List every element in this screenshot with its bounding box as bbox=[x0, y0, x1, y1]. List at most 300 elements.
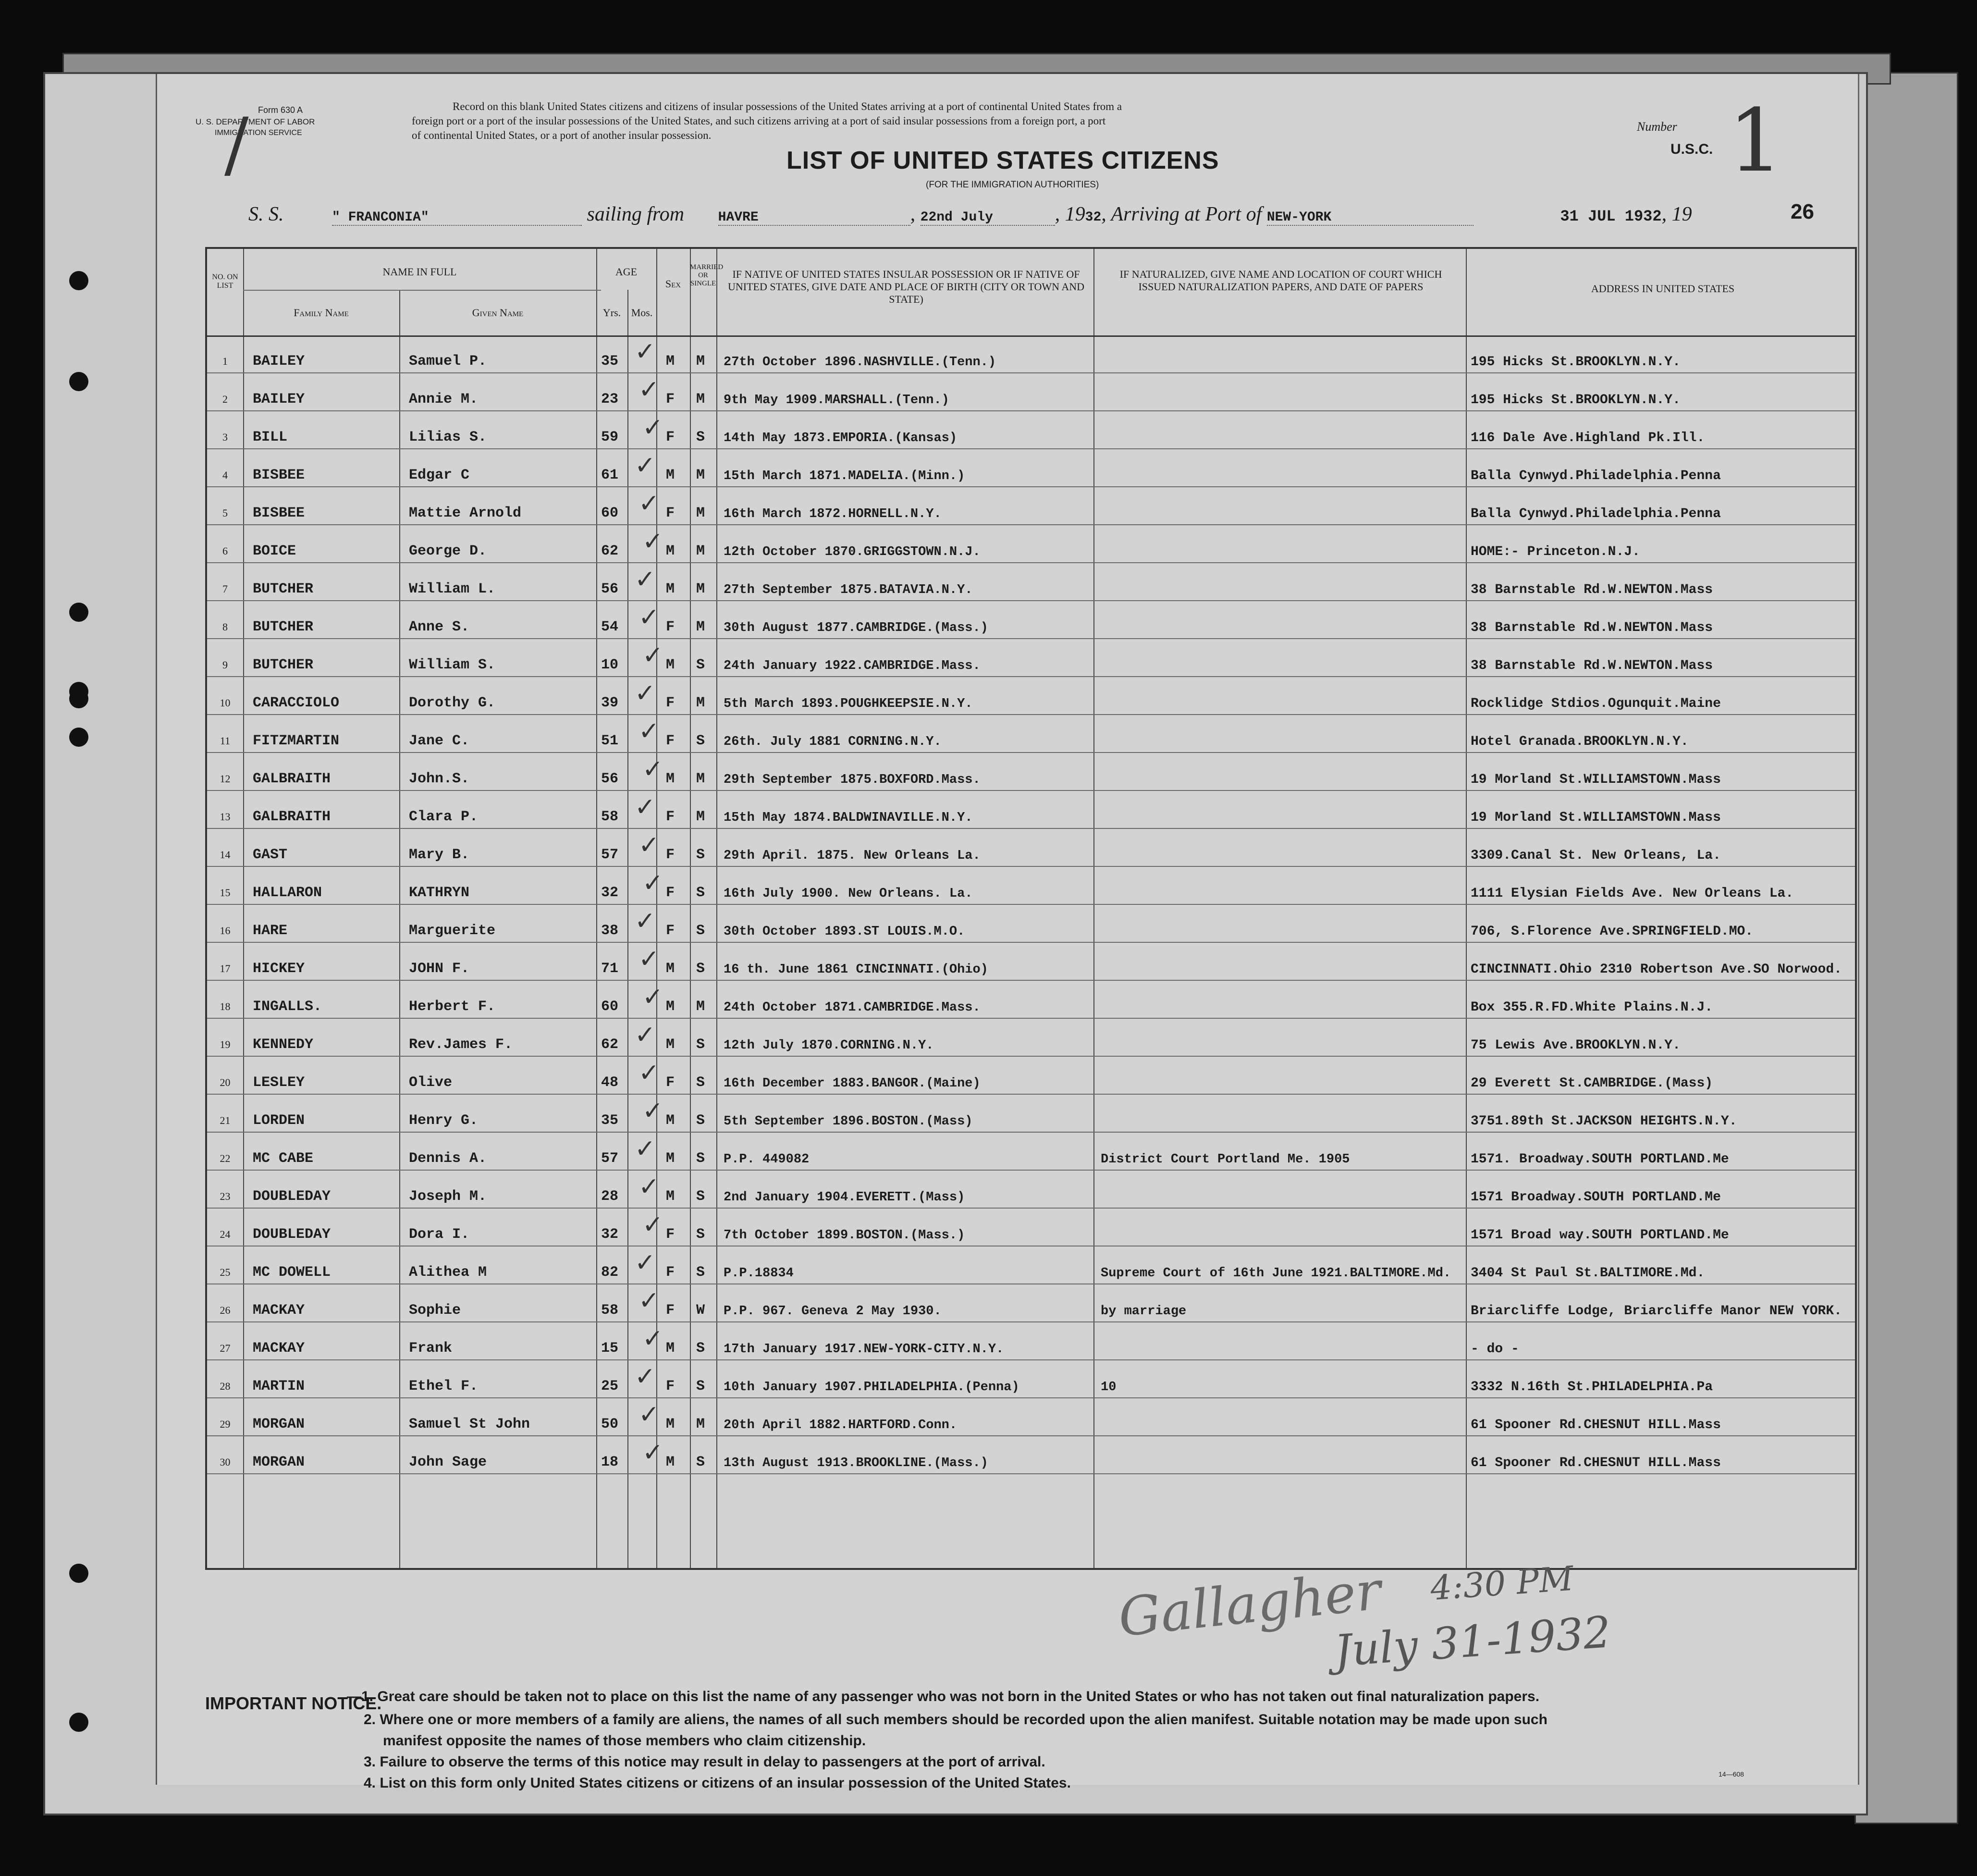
cell-age: 23 bbox=[601, 391, 619, 407]
cell-sex: F bbox=[666, 1302, 675, 1319]
number-value: 1 bbox=[1728, 91, 1783, 191]
cell-family-name: MACKAY bbox=[253, 1340, 305, 1357]
cell-family-name: FITZMARTIN bbox=[253, 733, 340, 749]
cell-family-name: HICKEY bbox=[253, 961, 305, 977]
cell-marital-status: M bbox=[696, 619, 705, 635]
header-married-single: MARRIED OR SINGLE bbox=[690, 263, 724, 287]
check-mark-icon: ✓ bbox=[639, 1172, 660, 1201]
department: U. S. DEPARTMENT OF LABOR bbox=[196, 117, 315, 126]
check-mark-icon: ✓ bbox=[635, 907, 656, 936]
check-mark-icon: ✓ bbox=[642, 527, 663, 556]
cell-age: 39 bbox=[601, 695, 619, 711]
check-mark-icon: ✓ bbox=[642, 1210, 663, 1239]
cell-given-name: Dennis A. bbox=[409, 1150, 487, 1167]
cell-marital-status: M bbox=[696, 391, 705, 407]
cell-birth: 24th October 1871.CAMBRIDGE.Mass. bbox=[724, 1000, 981, 1015]
cell-naturalized: 10 bbox=[1101, 1380, 1117, 1395]
check-mark-icon: ✓ bbox=[642, 869, 663, 898]
notice-heading: IMPORTANT NOTICE. bbox=[205, 1693, 382, 1713]
cell-address: 1111 Elysian Fields Ave. New Orleans La. bbox=[1471, 886, 1794, 901]
cell-address: 29 Everett St.CAMBRIDGE.(Mass) bbox=[1471, 1076, 1713, 1091]
table-row bbox=[207, 373, 1855, 411]
header-naturalized: IF NATURALIZED, GIVE NAME AND LOCATION OF COURT WHICH ISSUED NATURALIZATION PAPERS, AND DATE OF PAPERS bbox=[1119, 268, 1442, 293]
ss-label: S. S. bbox=[248, 203, 284, 225]
cell-age: 35 bbox=[601, 353, 619, 370]
cell-marital-status: M bbox=[696, 543, 705, 559]
cell-age: 56 bbox=[601, 771, 619, 787]
header-mos: Mos. bbox=[631, 307, 653, 319]
cell-age: 71 bbox=[601, 961, 619, 977]
table-row bbox=[207, 981, 1855, 1019]
cell-given-name: Clara P. bbox=[409, 809, 479, 825]
check-mark-icon: ✓ bbox=[642, 1324, 663, 1353]
binder-hole bbox=[69, 1713, 88, 1732]
check-mark-icon: ✓ bbox=[642, 755, 663, 784]
cell-family-name: BISBEE bbox=[253, 467, 305, 483]
cell-marital-status: M bbox=[696, 467, 705, 483]
back-page-right bbox=[1854, 72, 1958, 1824]
cell-given-name: Olive bbox=[409, 1074, 453, 1091]
cell-age: 57 bbox=[601, 847, 619, 863]
cell-sex: M bbox=[666, 581, 675, 597]
cell-no: 7 bbox=[222, 583, 228, 595]
cell-sex: F bbox=[666, 391, 675, 407]
cell-birth: 12th July 1870.CORNING.N.Y. bbox=[724, 1038, 934, 1053]
cell-marital-status: S bbox=[696, 961, 705, 977]
instruction-line-1: Record on this blank United States citizens and citizens of insular possessions of the United States arriving at a port of continental United States from a bbox=[453, 100, 1122, 112]
cell-age: 58 bbox=[601, 1302, 619, 1319]
cell-given-name: John.S. bbox=[409, 771, 470, 787]
table-row bbox=[207, 715, 1855, 753]
cell-address: 1571 Broad way.SOUTH PORTLAND.Me bbox=[1471, 1228, 1729, 1243]
cell-address: 3309.Canal St. New Orleans, La. bbox=[1471, 848, 1721, 863]
notice-item-3: 3. Failure to observe the terms of this notice may result in delay to passengers at the port of arrival. bbox=[364, 1754, 1045, 1770]
table-row bbox=[207, 1019, 1855, 1057]
cell-birth: 7th October 1899.BOSTON.(Mass.) bbox=[724, 1228, 965, 1243]
cell-sex: F bbox=[666, 847, 675, 863]
check-mark-icon: ✓ bbox=[642, 413, 663, 442]
cell-marital-status: M bbox=[696, 1416, 705, 1432]
check-mark-icon: ✓ bbox=[635, 1248, 656, 1277]
row-divider bbox=[207, 1473, 1855, 1474]
table-row bbox=[207, 1436, 1855, 1474]
header-divider bbox=[243, 290, 601, 291]
cell-address: 195 Hicks St.BROOKLYN.N.Y. bbox=[1471, 355, 1681, 370]
cell-given-name: Dora I. bbox=[409, 1226, 470, 1243]
year-suffix: 32 bbox=[1085, 210, 1102, 225]
cell-no: 26 bbox=[220, 1304, 231, 1316]
cell-birth: 13th August 1913.BROOKLINE.(Mass.) bbox=[724, 1456, 988, 1470]
cell-given-name: Samuel P. bbox=[409, 353, 487, 370]
cell-birth: 12th October 1870.GRIGGSTOWN.N.J. bbox=[724, 545, 981, 559]
cell-naturalized: by marriage bbox=[1101, 1304, 1187, 1319]
cell-birth: 27th October 1896.NASHVILLE.(Tenn.) bbox=[724, 355, 996, 370]
cell-family-name: MC CABE bbox=[253, 1150, 314, 1167]
check-mark-icon: ✓ bbox=[639, 603, 660, 632]
cell-age: 32 bbox=[601, 1226, 619, 1243]
cell-address: 195 Hicks St.BROOKLYN.N.Y. bbox=[1471, 393, 1681, 407]
instruction-line-3: of continental United States, or a port of another insular possession. bbox=[412, 129, 712, 141]
arrival-year-prefix: , 19 bbox=[1661, 203, 1692, 225]
cell-marital-status: S bbox=[696, 847, 705, 863]
cell-no: 16 bbox=[220, 925, 231, 937]
check-mark-icon: ✓ bbox=[639, 375, 660, 404]
cell-age: 56 bbox=[601, 581, 619, 597]
arriving-label: , Arriving at Port of bbox=[1101, 203, 1262, 225]
cell-no: 9 bbox=[222, 659, 228, 671]
cell-family-name: DOUBLEDAY bbox=[253, 1188, 331, 1205]
cell-age: 35 bbox=[601, 1112, 619, 1129]
check-mark-icon: ✓ bbox=[635, 793, 656, 822]
cell-sex: M bbox=[666, 467, 675, 483]
sailing-label: sailing from bbox=[587, 203, 685, 225]
check-mark-icon: ✓ bbox=[635, 1362, 656, 1391]
cell-sex: M bbox=[666, 1416, 675, 1432]
cell-birth: 24th January 1922.CAMBRIDGE.Mass. bbox=[724, 659, 981, 673]
cell-age: 50 bbox=[601, 1416, 619, 1432]
cell-family-name: BAILEY bbox=[253, 391, 305, 407]
cell-sex: M bbox=[666, 1454, 675, 1470]
cell-marital-status: M bbox=[696, 695, 705, 711]
cell-no: 8 bbox=[222, 621, 228, 633]
table-row bbox=[207, 487, 1855, 525]
cell-family-name: BOICE bbox=[253, 543, 296, 559]
cell-marital-status: W bbox=[696, 1302, 705, 1319]
cell-age: 62 bbox=[601, 543, 619, 559]
cell-age: 60 bbox=[601, 505, 619, 521]
cell-birth: 15th March 1871.MADELIA.(Minn.) bbox=[724, 469, 965, 483]
signature-date: July 31-1932 bbox=[1333, 1607, 1613, 1677]
cell-address: 1571 Broadway.SOUTH PORTLAND.Me bbox=[1471, 1190, 1721, 1205]
cell-no: 2 bbox=[222, 393, 228, 405]
check-mark-icon: ✓ bbox=[635, 451, 656, 480]
cell-family-name: BUTCHER bbox=[253, 619, 314, 635]
table-row bbox=[207, 1095, 1855, 1133]
cell-family-name: DOUBLEDAY bbox=[253, 1226, 331, 1243]
service: IMMIGRATION SERVICE bbox=[215, 129, 302, 137]
cell-address: 19 Morland St.WILLIAMSTOWN.Mass bbox=[1471, 810, 1721, 825]
table-row bbox=[207, 1247, 1855, 1284]
table-row bbox=[207, 1284, 1855, 1322]
cell-given-name: Joseph M. bbox=[409, 1188, 487, 1205]
cell-address: 3332 N.16th St.PHILADELPHIA.Pa bbox=[1471, 1380, 1713, 1395]
cell-birth: 14th May 1873.EMPORIA.(Kansas) bbox=[724, 431, 958, 445]
cell-family-name: KENNEDY bbox=[253, 1037, 314, 1053]
page-subtitle: (FOR THE IMMIGRATION AUTHORITIES) bbox=[926, 180, 1099, 190]
signature-time: 4:30 PM bbox=[1429, 1558, 1575, 1608]
table-row bbox=[207, 411, 1855, 449]
cell-sex: M bbox=[666, 1150, 675, 1167]
cell-no: 18 bbox=[220, 1000, 231, 1012]
usc-label: U.S.C. bbox=[1670, 141, 1713, 157]
cell-sex: M bbox=[666, 1340, 675, 1357]
cell-marital-status: M bbox=[696, 999, 705, 1015]
cell-address: Briarcliffe Lodge, Briarcliffe Manor NEW YORK. bbox=[1471, 1304, 1842, 1319]
cell-given-name: Marguerite bbox=[409, 923, 496, 939]
cell-given-name: Mattie Arnold bbox=[409, 505, 522, 521]
cell-age: 61 bbox=[601, 467, 619, 483]
cell-address: Balla Cynwyd.Philadelphia.Penna bbox=[1471, 469, 1721, 483]
cell-no: 24 bbox=[220, 1228, 231, 1240]
cell-marital-status: M bbox=[696, 581, 705, 597]
cell-sex: M bbox=[666, 543, 675, 559]
cell-given-name: William L. bbox=[409, 581, 496, 597]
binder-hole bbox=[69, 603, 88, 622]
cell-birth: 26th. July 1881 CORNING.N.Y. bbox=[724, 735, 942, 749]
cell-marital-status: S bbox=[696, 1264, 705, 1281]
cell-no: 14 bbox=[220, 849, 231, 861]
header-no-on-list: NO. ON LIST bbox=[212, 273, 238, 290]
cell-no: 10 bbox=[220, 697, 231, 709]
cell-marital-status: S bbox=[696, 885, 705, 901]
voyage-line: S. S. " FRANCONIA" sailing from HAVRE , 22nd July , 1932, Arriving at Port of NEW-YORK 31 JUL 1932, 19 bbox=[248, 203, 1692, 225]
number-label: Number bbox=[1637, 120, 1677, 134]
cell-naturalized: Supreme Court of 16th June 1921.BALTIMORE.Md. bbox=[1101, 1266, 1451, 1281]
cell-sex: F bbox=[666, 619, 675, 635]
cell-sex: F bbox=[666, 885, 675, 901]
cell-sex: F bbox=[666, 809, 675, 825]
cell-marital-status: S bbox=[696, 1188, 705, 1205]
cell-address: 1571. Broadway.SOUTH PORTLAND.Me bbox=[1471, 1152, 1729, 1167]
cell-given-name: Herbert F. bbox=[409, 999, 496, 1015]
cell-age: 58 bbox=[601, 809, 619, 825]
cell-family-name: BISBEE bbox=[253, 505, 305, 521]
check-mark-icon: ✓ bbox=[642, 1097, 663, 1125]
binder-hole bbox=[69, 372, 88, 391]
cell-no: 1 bbox=[222, 355, 228, 367]
cell-given-name: George D. bbox=[409, 543, 487, 559]
cell-sex: M bbox=[666, 1037, 675, 1053]
cell-no: 6 bbox=[222, 545, 228, 557]
cell-sex: M bbox=[666, 353, 675, 370]
cell-given-name: Annie M. bbox=[409, 391, 479, 407]
table-row bbox=[207, 753, 1855, 791]
cell-birth: P.P. 967. Geneva 2 May 1930. bbox=[724, 1304, 942, 1319]
cell-family-name: MORGAN bbox=[253, 1454, 305, 1470]
table-row bbox=[207, 335, 1855, 373]
cell-marital-status: S bbox=[696, 1454, 705, 1470]
cell-no: 28 bbox=[220, 1380, 231, 1392]
cell-birth: 16 th. June 1861 CINCINNATI.(Ohio) bbox=[724, 963, 988, 977]
header-age: AGE bbox=[615, 266, 638, 278]
cell-marital-status: M bbox=[696, 353, 705, 370]
cell-no: 29 bbox=[220, 1418, 231, 1430]
table-row bbox=[207, 525, 1855, 563]
check-mark-icon: ✓ bbox=[642, 983, 663, 1012]
cell-given-name: Henry G. bbox=[409, 1112, 479, 1129]
table-row bbox=[207, 1057, 1855, 1095]
table-row bbox=[207, 905, 1855, 943]
cell-marital-status: M bbox=[696, 809, 705, 825]
table-row bbox=[207, 829, 1855, 867]
cell-address: Balla Cynwyd.Philadelphia.Penna bbox=[1471, 506, 1721, 521]
passenger-table bbox=[205, 247, 1857, 1570]
cell-age: 10 bbox=[601, 657, 619, 673]
cell-no: 27 bbox=[220, 1342, 231, 1354]
notice-item-2-cont: manifest opposite the names of those members who claim citizenship. bbox=[383, 1733, 866, 1749]
check-mark-icon: ✓ bbox=[642, 1438, 663, 1467]
header-sex: Sex bbox=[665, 278, 681, 290]
cell-address: 3404 St Paul St.BALTIMORE.Md. bbox=[1471, 1266, 1705, 1281]
cell-birth: 27th September 1875.BATAVIA.N.Y. bbox=[724, 583, 973, 597]
cell-sex: F bbox=[666, 429, 675, 445]
cell-given-name: Dorothy G. bbox=[409, 695, 496, 711]
cell-family-name: BUTCHER bbox=[253, 581, 314, 597]
check-mark-icon: ✓ bbox=[639, 1059, 660, 1087]
cell-given-name: Frank bbox=[409, 1340, 453, 1357]
cell-address: 75 Lewis Ave.BROOKLYN.N.Y. bbox=[1471, 1038, 1681, 1053]
check-mark-icon: ✓ bbox=[635, 679, 656, 708]
year-prefix: 19 bbox=[1065, 203, 1085, 225]
cell-marital-status: S bbox=[696, 1074, 705, 1091]
cell-marital-status: S bbox=[696, 1037, 705, 1053]
header-name-in-full: NAME IN FULL bbox=[382, 266, 457, 278]
citizen-list-form bbox=[156, 74, 1859, 1791]
cell-sex: M bbox=[666, 1188, 675, 1205]
ledger-page bbox=[43, 72, 1868, 1815]
binder-hole bbox=[69, 728, 88, 747]
date-from: 22nd July bbox=[921, 210, 1055, 226]
cell-birth: 10th January 1907.PHILADELPHIA.(Penna) bbox=[724, 1380, 1019, 1395]
check-mark-icon: ✓ bbox=[642, 641, 663, 670]
cell-age: 38 bbox=[601, 923, 619, 939]
cell-age: 48 bbox=[601, 1074, 619, 1091]
cell-no: 15 bbox=[220, 887, 231, 899]
cell-given-name: Mary B. bbox=[409, 847, 470, 863]
binder-hole bbox=[69, 1564, 88, 1583]
cell-age: 18 bbox=[601, 1454, 619, 1470]
cell-marital-status: S bbox=[696, 1340, 705, 1357]
cell-family-name: HALLARON bbox=[253, 885, 322, 901]
cell-family-name: GALBRAITH bbox=[253, 771, 331, 787]
table-row bbox=[207, 867, 1855, 905]
port-from: HAVRE bbox=[718, 210, 910, 226]
header-given-name: Given Name bbox=[472, 307, 524, 319]
cell-sex: F bbox=[666, 1226, 675, 1243]
cell-no: 20 bbox=[220, 1076, 231, 1088]
instruction-line-2: foreign port or a port of the insular possessions of the United States, and such citizens arriving at a port of said insular possessions from a foreign port, a port bbox=[412, 115, 1106, 127]
binder-hole bbox=[69, 271, 88, 290]
cell-birth: 29th September 1875.BOXFORD.Mass. bbox=[724, 773, 981, 787]
check-mark-icon: ✓ bbox=[635, 1021, 656, 1049]
check-mark-icon: ✓ bbox=[639, 831, 660, 860]
cell-family-name: MORGAN bbox=[253, 1416, 305, 1432]
cell-family-name: MACKAY bbox=[253, 1302, 305, 1319]
arrival-date-stamp: 31 JUL 1932 bbox=[1560, 208, 1662, 225]
cell-birth: 30th October 1893.ST LOUIS.M.O. bbox=[724, 925, 965, 939]
table-row bbox=[207, 1133, 1855, 1171]
notice-item-1: —1. Great care should be taken not to place on this list the name of any passenger who was not born in the United States or who has not taken out final naturalization papers. bbox=[347, 1689, 1540, 1704]
cell-marital-status: S bbox=[696, 1112, 705, 1129]
cell-birth: 2nd January 1904.EVERETT.(Mass) bbox=[724, 1190, 965, 1205]
cell-given-name: John Sage bbox=[409, 1454, 487, 1470]
page-title: LIST OF UNITED STATES CITIZENS bbox=[786, 147, 1219, 174]
cell-address: Hotel Granada.BROOKLYN.N.Y. bbox=[1471, 734, 1689, 749]
cell-given-name: JOHN F. bbox=[409, 961, 470, 977]
cell-birth: 16th July 1900. New Orleans. La. bbox=[724, 887, 973, 901]
cell-given-name: Samuel St John bbox=[409, 1416, 530, 1432]
cell-birth: 29th April. 1875. New Orleans La. bbox=[724, 849, 981, 863]
cell-marital-status: S bbox=[696, 923, 705, 939]
cell-sex: F bbox=[666, 1264, 675, 1281]
cell-sex: M bbox=[666, 657, 675, 673]
table-row bbox=[207, 601, 1855, 639]
cell-sex: F bbox=[666, 1074, 675, 1091]
cell-given-name: Rev.James F. bbox=[409, 1037, 513, 1053]
cell-birth: 15th May 1874.BALDWINAVILLE.N.Y. bbox=[724, 811, 973, 825]
cell-given-name: Sophie bbox=[409, 1302, 461, 1319]
cell-family-name: MARTIN bbox=[253, 1378, 305, 1395]
cell-marital-status: S bbox=[696, 1378, 705, 1395]
cell-birth: 30th August 1877.CAMBRIDGE.(Mass.) bbox=[724, 621, 988, 635]
port-to: NEW-YORK bbox=[1267, 210, 1474, 226]
cell-marital-status: M bbox=[696, 505, 705, 521]
cell-given-name: Jane C. bbox=[409, 733, 470, 749]
cell-birth: P.P.18834 bbox=[724, 1266, 794, 1281]
form-number: Form 630 A bbox=[258, 105, 303, 115]
cell-age: 51 bbox=[601, 733, 619, 749]
ship-name: " FRANCONIA" bbox=[332, 210, 582, 226]
cell-sex: F bbox=[666, 695, 675, 711]
header-family-name: Family Name bbox=[294, 307, 349, 319]
header-yrs: Yrs. bbox=[602, 307, 621, 319]
cell-birth: 5th September 1896.BOSTON.(Mass) bbox=[724, 1114, 973, 1129]
table-row bbox=[207, 1209, 1855, 1247]
cell-age: 28 bbox=[601, 1188, 619, 1205]
table-row bbox=[207, 1398, 1855, 1436]
check-mark-icon: ✓ bbox=[639, 945, 660, 974]
check-mark-icon: ✓ bbox=[635, 337, 656, 366]
cell-address: HOME:- Princeton.N.J. bbox=[1471, 544, 1640, 559]
cell-address: 3751.89th St.JACKSON HEIGHTS.N.Y. bbox=[1471, 1114, 1737, 1129]
handwritten-mark: / bbox=[224, 103, 249, 186]
table-row bbox=[207, 791, 1855, 829]
cell-given-name: Edgar C bbox=[409, 467, 470, 483]
table-row bbox=[207, 943, 1855, 981]
cell-family-name: INGALLS. bbox=[253, 999, 322, 1015]
cell-family-name: BILL bbox=[253, 429, 288, 445]
cell-no: 22 bbox=[220, 1152, 231, 1164]
cell-no: 12 bbox=[220, 773, 231, 785]
cell-no: 3 bbox=[222, 431, 228, 443]
cell-sex: F bbox=[666, 1378, 675, 1395]
cell-address: - do - bbox=[1471, 1342, 1519, 1357]
table-row bbox=[207, 1322, 1855, 1360]
cell-no: 11 bbox=[220, 735, 231, 747]
table-row bbox=[207, 563, 1855, 601]
cell-no: 21 bbox=[220, 1114, 231, 1126]
table-row bbox=[207, 449, 1855, 487]
cell-no: 23 bbox=[220, 1190, 231, 1202]
cell-marital-status: S bbox=[696, 1150, 705, 1167]
cell-sex: M bbox=[666, 1112, 675, 1129]
cell-family-name: MC DOWELL bbox=[253, 1264, 331, 1281]
check-mark-icon: ✓ bbox=[639, 489, 660, 518]
cell-family-name: GAST bbox=[253, 847, 288, 863]
cell-family-name: LORDEN bbox=[253, 1112, 305, 1129]
cell-age: 60 bbox=[601, 999, 619, 1015]
cell-marital-status: M bbox=[696, 771, 705, 787]
cell-sex: M bbox=[666, 999, 675, 1015]
cell-no: 17 bbox=[220, 963, 231, 975]
cell-no: 4 bbox=[222, 469, 228, 481]
table-row bbox=[207, 1171, 1855, 1209]
cell-age: 62 bbox=[601, 1037, 619, 1053]
cell-age: 59 bbox=[601, 429, 619, 445]
table-row bbox=[207, 677, 1855, 715]
cell-no: 30 bbox=[220, 1456, 231, 1468]
cell-sex: M bbox=[666, 961, 675, 977]
